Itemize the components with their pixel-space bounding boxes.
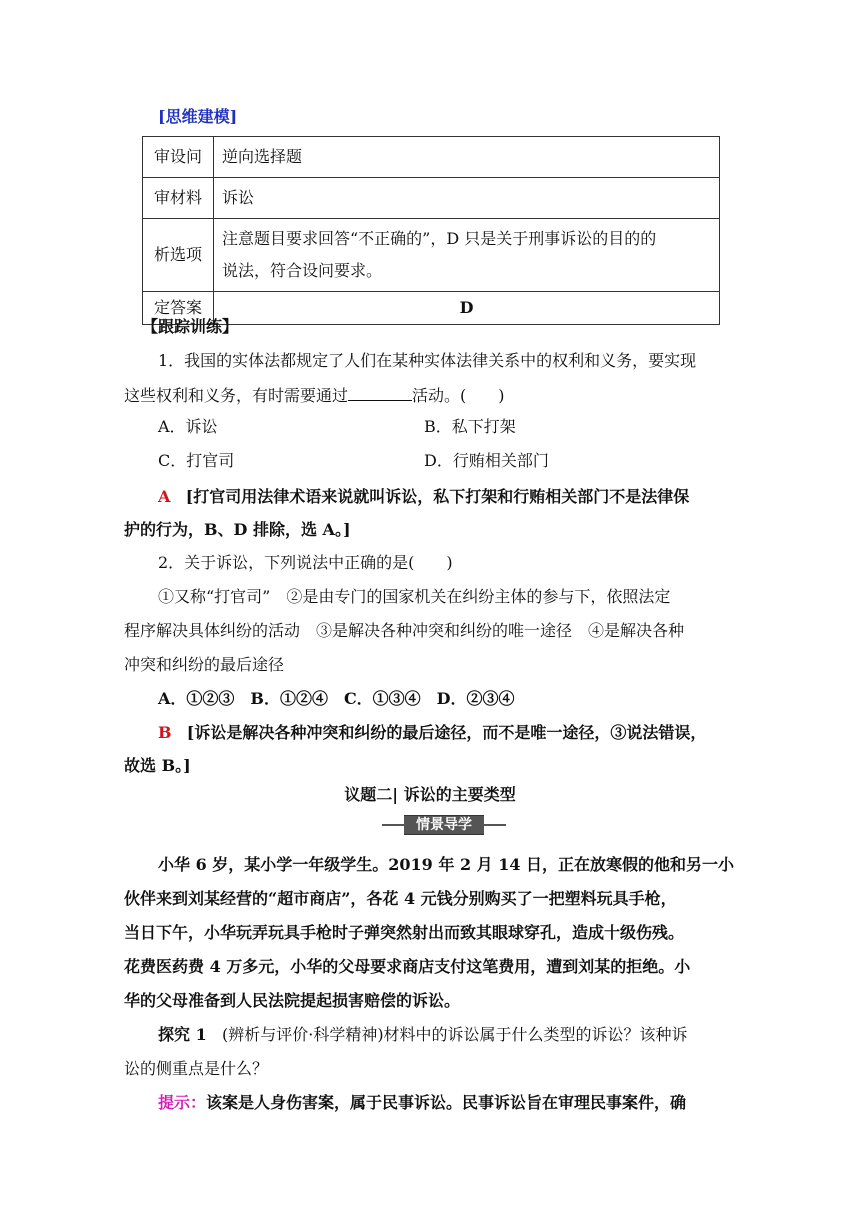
explore-1 [158, 1022, 688, 1045]
scenario-line: 小华 6 岁，某小学一年级学生。2019 年 2 月 14 日，正在放寒假的他和另一小 [158, 855, 735, 874]
explore-1-cont: 讼的侧重点是什么？ [124, 1059, 269, 1078]
section-title: 议题二| 诉讼的主要类型 [344, 785, 516, 804]
explore-label: 探究 1 [158, 1025, 207, 1044]
q1-line-text: 这些权利和义务，有时需要通过 [124, 386, 349, 405]
q1-answer [158, 484, 689, 507]
banner-rule [382, 824, 404, 826]
hint [158, 1090, 686, 1113]
q2-answer [158, 720, 706, 743]
scenario-line: 当日下午，小华玩弄玩具手枪时子弹突然射出而致其眼球穿孔，造成十级伤残。 [124, 923, 685, 942]
q1-answer-cont: 护的行为，B、D 排除，选 A。] [124, 520, 351, 539]
q1-option-c: C．打官司 [158, 451, 235, 470]
answer-letter: B [158, 723, 172, 742]
hint-label: 提示： [158, 1093, 207, 1112]
row-value: D [214, 292, 720, 325]
scenario-banner [382, 815, 506, 835]
table-row [143, 178, 720, 219]
q2-line: 冲突和纠纷的最后途径 [124, 655, 285, 674]
answer-blank [348, 386, 412, 401]
q1-line [124, 383, 505, 406]
thinking-model-table [142, 136, 720, 325]
row-key: 析选项 [143, 219, 214, 292]
q1-option-d: D．行贿相关部门 [424, 451, 549, 470]
row-key: 审设问 [143, 137, 214, 178]
q2-options: A．①②③ B．①②④ C．①③④ D．②③④ [158, 689, 515, 708]
q1-line-text: 活动。( ) [412, 386, 505, 405]
answer-letter: A [158, 487, 171, 506]
scenario-line: 花费医药费 4 万多元，小华的父母要求商店支付这笔费用，遭到刘某的拒绝。小 [124, 957, 691, 976]
row-key: 定答案 [143, 292, 214, 325]
answer-explanation: [诉讼是解决各种冲突和纠纷的最后途径，而不是唯一途径，③说法错误， [186, 723, 707, 742]
answer-explanation: [打官司用法律术语来说就叫诉讼，私下打架和行贿相关部门不是法律保 [185, 487, 690, 506]
row-value-line: 注意题目要求回答“不正确的”，D 只是关于刑事诉讼的目的的 [222, 229, 657, 248]
banner-label: 情景导学 [404, 815, 484, 835]
scenario-line: 华的父母准备到人民法院提起损害赔偿的诉讼。 [124, 991, 461, 1010]
banner-rule [484, 824, 506, 826]
q1-option-a: A．诉讼 [158, 417, 218, 436]
q1-line: 1．我国的实体法都规定了人们在某种实体法律关系中的权利和义务，要实现 [158, 351, 697, 370]
row-value: 诉讼 [214, 178, 720, 219]
row-value-line: 说法，符合设问要求。 [222, 261, 383, 280]
explore-text: (辨析与评价·科学精神)材料中的诉讼属于什么类型的诉讼？该种诉 [221, 1025, 688, 1044]
table-row [143, 219, 720, 292]
model-heading: [思维建模] [158, 107, 238, 126]
q2-answer-cont: 故选 B。] [124, 756, 191, 775]
row-key: 审材料 [143, 178, 214, 219]
q2-line: 2．关于诉讼，下列说法中正确的是( ) [158, 553, 453, 572]
q2-line: 程序解决具体纠纷的活动 ③是解决各种冲突和纠纷的唯一途径 ④是解决各种 [124, 621, 685, 640]
hint-text: 该案是人身伤害案，属于民事诉讼。民事诉讼旨在审理民事案件，确 [206, 1093, 687, 1112]
table-row [143, 137, 720, 178]
practice-heading: 【跟踪训练】 [142, 317, 239, 336]
row-value: 逆向选择题 [214, 137, 720, 178]
q2-line: ①又称“打官司” ②是由专门的国家机关在纠纷主体的参与下，依照法定 [158, 587, 671, 606]
row-value [214, 219, 720, 292]
scenario-line: 伙伴来到刘某经营的“超市商店”，各花 4 元钱分别购买了一把塑料玩具手枪， [124, 889, 677, 908]
q1-option-b: B．私下打架 [424, 417, 516, 436]
